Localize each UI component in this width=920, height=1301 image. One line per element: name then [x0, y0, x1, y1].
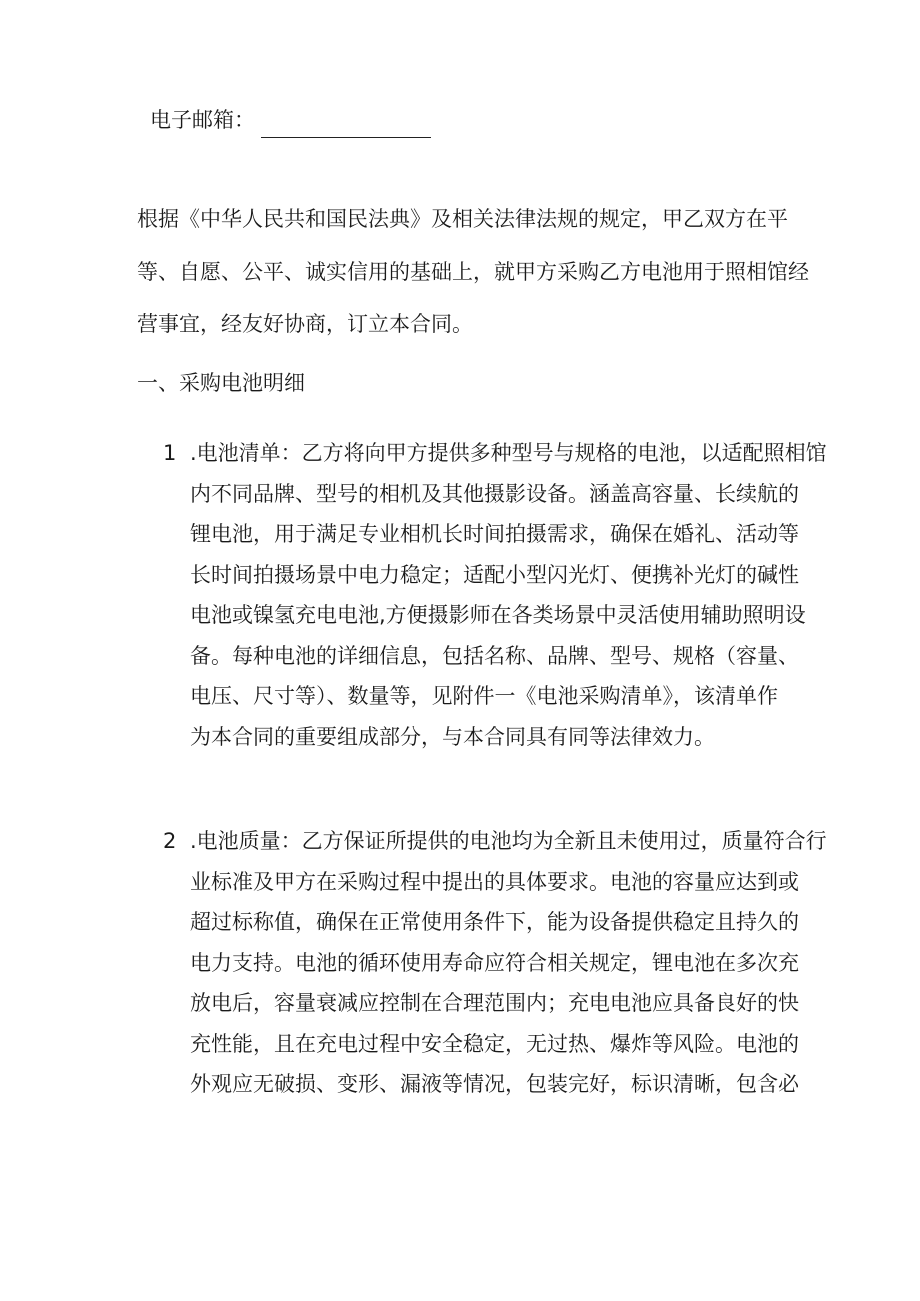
clause-line: 为本合同的重要组成部分，与本合同具有同等法律效力。 [190, 724, 715, 749]
intro-line: 营事宜，经友好协商，订立本合同。 [137, 312, 473, 336]
clause-line: 充性能，且在充电过程中安全稳定，无过热、爆炸等风险。电池的 [190, 1031, 799, 1056]
email-field-row [150, 102, 431, 138]
clause-line: 备。每种电池的详细信息，包括名称、品牌、型号、规格（容量、 [190, 643, 799, 668]
clause-line: 电力支持。电池的循环使用寿命应符合相关规定，锂电池在多次充 [190, 950, 799, 975]
clause-line: 放电后，容量衰减应控制在合理范围内；充电电池应具备良好的快 [190, 991, 799, 1015]
clause-number: 2 [163, 829, 177, 853]
intro-line: 等、自愿、公平、诚实信用的基础上，就甲方采购乙方电池用于照相馆经 [137, 259, 809, 284]
intro-paragraph [137, 193, 809, 351]
clause-line: 业标准及甲方在采购过程中提出的具体要求。电池的容量应达到或 [190, 869, 799, 894]
email-blank-line [261, 113, 431, 138]
clause-line: 电压、尺寸等）、数量等，见附件一《电池采购清单》，该清单作 [190, 684, 778, 708]
clause-line: 内不同品牌、型号的相机及其他摄影设备。涵盖高容量、长续航的 [190, 481, 799, 506]
clause-line: 外观应无破损、变形、漏液等情况，包装完好，标识清晰，包含必 [190, 1072, 799, 1096]
clause-line: .电池质量：乙方保证所提供的电池均为全新且未使用过，质量符合行 [190, 829, 827, 853]
section-heading: 一、采购电池明细 [137, 371, 305, 395]
clause-line: 锂电池，用于满足专业相机长时间拍摄需求，确保在婚礼、活动等 [190, 522, 799, 546]
clause-battery-quality [163, 821, 827, 1105]
clause-line: 超过标称值，确保在正常使用条件下，能为设备提供稳定且持久的 [190, 910, 799, 934]
clause-line: 电池或镍氢充电电池,方便摄影师在各类场景中灵活使用辅助照明设 [190, 603, 806, 627]
intro-line: 根据《中华人民共和国民法典》及相关法律法规的规定，甲乙双方在平 [137, 207, 788, 231]
email-label: 电子邮箱： [150, 108, 255, 132]
clause-line: 长时间拍摄场景中电力稳定；适配小型闪光灯、便携补光灯的碱性 [190, 562, 799, 587]
clause-line: .电池清单：乙方将向甲方提供多种型号与规格的电池，以适配照相馆 [190, 441, 827, 465]
clause-number: 1 [163, 441, 177, 465]
clause-battery-list [163, 433, 827, 757]
